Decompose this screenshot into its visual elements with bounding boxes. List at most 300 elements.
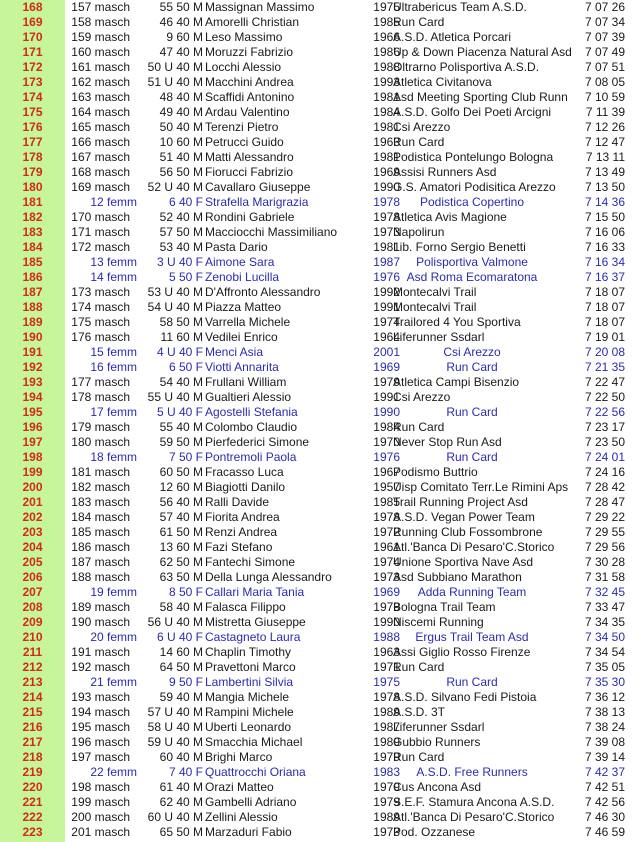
position-cell: 181 (22, 195, 43, 209)
finish-time-cell: 7 14 36 (584, 195, 625, 209)
athlete-name-cell: Colombo Claudio (205, 420, 298, 434)
gender-rank-cell: 171 masch (71, 225, 130, 239)
category-rank-cell: 50 U 40 M (147, 60, 203, 74)
finish-time-cell: 7 19 01 (584, 330, 625, 344)
athlete-name-cell: Ardau Valentino (205, 105, 290, 119)
result-row-male (0, 750, 644, 765)
team-cell: Run Card (393, 660, 445, 674)
category-rank-cell: 14 60 M (159, 645, 203, 659)
team-cell: Liferunner Ssdarl (393, 330, 485, 344)
birth-year-cell: 1975 (373, 675, 400, 689)
gender-rank-cell: 187 masch (71, 555, 130, 569)
team-cell: Oltrarno Polisportiva A.S.D. (393, 60, 540, 74)
position-cell: 221 (22, 795, 43, 809)
category-rank-cell: 62 40 M (159, 795, 203, 809)
result-row-female (0, 345, 644, 360)
category-rank-cell: 53 U 40 M (147, 285, 203, 299)
athlete-name-cell: Viotti Annarita (205, 360, 279, 374)
team-cell: Niscemi Running (393, 615, 484, 629)
athlete-name-cell: Uberti Leonardo (205, 720, 292, 734)
birth-year-cell: 2001 (373, 345, 400, 359)
athlete-name-cell: Gualtieri Alessio (205, 390, 292, 404)
athlete-name-cell: Agostelli Stefania (205, 405, 298, 419)
gender-rank-cell: 170 masch (71, 210, 130, 224)
finish-time-cell: 7 20 08 (584, 345, 625, 359)
team-cell: Montecalvi Trail (393, 285, 477, 299)
birth-year-cell: 1979 (373, 780, 400, 794)
finish-time-cell: 7 31 58 (584, 570, 625, 584)
result-row-male (0, 495, 644, 510)
finish-time-cell: 7 28 47 (584, 495, 625, 509)
finish-time-cell: 7 16 33 (584, 240, 625, 254)
result-row-male (0, 720, 644, 735)
finish-time-cell: 7 34 35 (584, 615, 625, 629)
gender-rank-cell: 163 masch (71, 90, 130, 104)
athlete-name-cell: Falasca Filippo (205, 600, 286, 614)
category-rank-cell: 51 U 40 M (147, 75, 203, 89)
team-cell: A.S.D. 3T (393, 705, 446, 719)
athlete-name-cell: Cavallaro Giuseppe (205, 180, 311, 194)
gender-rank-cell: 22 femm (90, 765, 137, 779)
athlete-name-cell: Fazi Stefano (205, 540, 273, 554)
team-cell: Podistica Copertino (419, 195, 525, 209)
result-row-female (0, 585, 644, 600)
category-rank-cell: 61 40 M (159, 780, 203, 794)
result-row-male (0, 645, 644, 660)
gender-rank-cell: 195 masch (71, 720, 130, 734)
category-rank-cell: 4 U 40 F (156, 345, 203, 359)
team-cell: Run Card (393, 750, 445, 764)
team-cell: Bologna Trail Team (393, 600, 496, 614)
team-cell: Adda Running Team (417, 585, 527, 599)
birth-year-cell: 1988 (373, 60, 400, 74)
finish-time-cell: 7 13 50 (584, 180, 625, 194)
result-row-male (0, 375, 644, 390)
category-rank-cell: 53 40 M (159, 240, 203, 254)
team-cell: Uisp Comitato Terr.Le Rimini Aps (393, 480, 569, 494)
gender-rank-cell: 167 masch (71, 150, 130, 164)
finish-time-cell: 7 35 30 (584, 675, 625, 689)
team-cell: Podistica Pontelungo Bologna (393, 150, 554, 164)
result-row-male (0, 480, 644, 495)
gender-rank-cell: 178 masch (71, 390, 130, 404)
athlete-name-cell: Petrucci Guido (205, 135, 284, 149)
position-cell: 177 (22, 135, 43, 149)
position-cell: 175 (22, 105, 43, 119)
team-cell: Run Card (393, 135, 445, 149)
finish-time-cell: 7 23 17 (584, 420, 625, 434)
birth-year-cell: 1978 (373, 195, 400, 209)
result-row-male (0, 810, 644, 825)
athlete-name-cell: Matti Alessandro (205, 150, 294, 164)
category-rank-cell: 9 50 F (168, 675, 203, 689)
gender-rank-cell: 190 masch (71, 615, 130, 629)
gender-rank-cell: 160 masch (71, 45, 130, 59)
gender-rank-cell: 164 masch (71, 105, 130, 119)
gender-rank-cell: 199 masch (71, 795, 130, 809)
position-cell: 202 (22, 510, 43, 524)
athlete-name-cell: Orazi Matteo (205, 780, 274, 794)
result-row-male (0, 690, 644, 705)
finish-time-cell: 7 08 05 (584, 75, 625, 89)
team-cell: Csi Arezzo (443, 345, 501, 359)
team-cell: Asd Meeting Sporting Club Runn (393, 90, 568, 104)
gender-rank-cell: 192 masch (71, 660, 130, 674)
gender-rank-cell: 176 masch (71, 330, 130, 344)
gender-rank-cell: 201 masch (71, 825, 130, 839)
finish-time-cell: 7 16 37 (584, 270, 625, 284)
athlete-name-cell: Strafella Marigrazia (205, 195, 309, 209)
category-rank-cell: 7 40 F (168, 765, 203, 779)
birth-year-cell: 1963 (373, 135, 400, 149)
result-row-male (0, 525, 644, 540)
birth-year-cell: 1966 (373, 30, 400, 44)
category-rank-cell: 52 40 M (159, 210, 203, 224)
team-cell: Running Club Fossombrone (393, 525, 543, 539)
birth-year-cell: 1992 (373, 285, 400, 299)
gender-rank-cell: 20 femm (90, 630, 137, 644)
result-row-male (0, 15, 644, 30)
result-row-male (0, 150, 644, 165)
position-cell: 196 (22, 420, 43, 434)
category-rank-cell: 60 40 M (159, 750, 203, 764)
birth-year-cell: 1976 (373, 270, 400, 284)
gender-rank-cell: 18 femm (90, 450, 137, 464)
category-rank-cell: 59 U 40 M (147, 735, 203, 749)
finish-time-cell: 7 30 28 (584, 555, 625, 569)
birth-year-cell: 1975 (373, 0, 400, 14)
athlete-name-cell: Macciocchi Massimiliano (205, 225, 338, 239)
finish-time-cell: 7 13 11 (585, 150, 625, 164)
finish-time-cell: 7 15 50 (584, 210, 625, 224)
finish-time-cell: 7 32 45 (584, 585, 625, 599)
gender-rank-cell: 157 masch (71, 0, 130, 14)
result-row-male (0, 0, 644, 15)
result-row-male (0, 75, 644, 90)
result-row-female (0, 450, 644, 465)
gender-rank-cell: 197 masch (71, 750, 130, 764)
gender-rank-cell: 188 masch (71, 570, 130, 584)
gender-rank-cell: 13 femm (90, 255, 137, 269)
finish-time-cell: 7 46 30 (584, 810, 625, 824)
category-rank-cell: 59 50 M (159, 435, 203, 449)
gender-rank-cell: 173 masch (71, 285, 130, 299)
team-cell: Atletica Civitanova (393, 75, 492, 89)
birth-year-cell: 1988 (373, 630, 400, 644)
team-cell: Assisi Runners Asd (393, 165, 497, 179)
team-cell: Atletica Avis Magione (393, 210, 507, 224)
gender-rank-cell: 179 masch (71, 420, 130, 434)
category-rank-cell: 65 50 M (159, 825, 203, 839)
birth-year-cell: 1978 (373, 210, 400, 224)
category-rank-cell: 3 U 40 F (156, 255, 203, 269)
result-row-male (0, 705, 644, 720)
category-rank-cell: 60 50 M (159, 465, 203, 479)
athlete-name-cell: Fiorucci Fabrizio (205, 165, 294, 179)
gender-rank-cell: 193 masch (71, 690, 130, 704)
finish-time-cell: 7 16 06 (584, 225, 625, 239)
position-cell: 203 (22, 525, 43, 539)
birth-year-cell: 1969 (373, 165, 400, 179)
category-rank-cell: 13 60 M (159, 540, 203, 554)
result-row-male (0, 225, 644, 240)
team-cell: Atl.'Banca Di Pesaro'C.Storico (393, 810, 555, 824)
birth-year-cell: 1993 (373, 75, 400, 89)
birth-year-cell: 1974 (373, 315, 400, 329)
position-cell: 222 (22, 810, 43, 824)
athlete-name-cell: Pravettoni Marco (205, 660, 296, 674)
category-rank-cell: 6 50 F (168, 360, 203, 374)
birth-year-cell: 1967 (373, 465, 400, 479)
gender-rank-cell: 172 masch (71, 240, 130, 254)
team-cell: Asd Subbiano Marathon (393, 570, 522, 584)
athlete-name-cell: Macchini Andrea (205, 75, 294, 89)
result-row-male (0, 180, 644, 195)
athlete-name-cell: Pierfederici Simone (205, 435, 310, 449)
team-cell: Gubbio Runners (393, 735, 481, 749)
team-cell: Unione Sportiva Nave Asd (393, 555, 534, 569)
result-row-male (0, 735, 644, 750)
finish-time-cell: 7 13 49 (584, 165, 625, 179)
category-rank-cell: 60 U 40 M (147, 810, 203, 824)
finish-time-cell: 7 07 39 (584, 30, 625, 44)
finish-time-cell: 7 46 59 (584, 825, 625, 839)
result-row-male (0, 330, 644, 345)
athlete-name-cell: Mangia Michele (205, 690, 290, 704)
athlete-name-cell: Castagneto Laura (205, 630, 301, 644)
result-row-female (0, 405, 644, 420)
position-cell: 182 (22, 210, 43, 224)
birth-year-cell: 1989 (373, 735, 400, 749)
finish-time-cell: 7 39 08 (584, 735, 625, 749)
position-cell: 193 (22, 375, 43, 389)
finish-time-cell: 7 18 07 (584, 285, 625, 299)
birth-year-cell: 1963 (373, 645, 400, 659)
finish-time-cell: 7 38 13 (584, 705, 625, 719)
birth-year-cell: 1987 (373, 720, 400, 734)
result-row-male (0, 45, 644, 60)
athlete-name-cell: Fantechi Simone (205, 555, 296, 569)
position-cell: 173 (22, 75, 43, 89)
position-cell: 187 (22, 285, 43, 299)
category-rank-cell: 57 40 M (159, 510, 203, 524)
team-cell: Csi Arezzo (393, 390, 451, 404)
athlete-name-cell: Aimone Sara (205, 255, 275, 269)
birth-year-cell: 1969 (373, 585, 400, 599)
team-cell: Trail Running Project Asd (393, 495, 528, 509)
birth-year-cell: 1979 (373, 750, 400, 764)
category-rank-cell: 59 40 M (159, 690, 203, 704)
category-rank-cell: 6 U 40 F (156, 630, 203, 644)
team-cell: A.S.D. Atletica Porcari (393, 30, 512, 44)
position-cell: 199 (22, 465, 43, 479)
birth-year-cell: 1969 (373, 360, 400, 374)
team-cell: G.S. Amatori Podisitica Arezzo (393, 180, 556, 194)
athlete-name-cell: Frullani William (205, 375, 287, 389)
result-row-male (0, 435, 644, 450)
finish-time-cell: 7 07 51 (584, 60, 625, 74)
position-cell: 197 (22, 435, 43, 449)
category-rank-cell: 46 40 M (159, 15, 203, 29)
position-cell: 220 (22, 780, 43, 794)
gender-rank-cell: 183 masch (71, 495, 130, 509)
gender-rank-cell: 162 masch (71, 75, 130, 89)
birth-year-cell: 1971 (373, 660, 400, 674)
position-cell: 178 (22, 150, 43, 164)
team-cell: Asd Roma Ecomaratona (406, 270, 538, 284)
birth-year-cell: 1991 (373, 300, 400, 314)
team-cell: Ergus Trail Team Asd (415, 630, 529, 644)
position-cell: 217 (22, 735, 43, 749)
team-cell: Run Card (393, 15, 445, 29)
finish-time-cell: 7 07 34 (584, 15, 625, 29)
position-cell: 219 (22, 765, 43, 779)
gender-rank-cell: 200 masch (71, 810, 130, 824)
result-row-female (0, 360, 644, 375)
athlete-name-cell: Massignan Massimo (205, 0, 315, 14)
finish-time-cell: 7 18 07 (584, 315, 625, 329)
position-cell: 218 (22, 750, 43, 764)
result-row-female (0, 255, 644, 270)
finish-time-cell: 7 29 56 (584, 540, 625, 554)
result-row-female (0, 270, 644, 285)
athlete-name-cell: Zenobi Lucilla (205, 270, 280, 284)
birth-year-cell: 1974 (373, 555, 400, 569)
position-cell: 214 (22, 690, 43, 704)
position-cell: 204 (22, 540, 43, 554)
position-cell: 212 (22, 660, 43, 674)
category-rank-cell: 58 40 M (159, 600, 203, 614)
gender-rank-cell: 180 masch (71, 435, 130, 449)
team-cell: Atletica Campi Bisenzio (393, 375, 520, 389)
result-row-male (0, 465, 644, 480)
finish-time-cell: 7 38 24 (584, 720, 625, 734)
athlete-name-cell: Mistretta Giuseppe (205, 615, 306, 629)
result-row-male (0, 795, 644, 810)
finish-time-cell: 7 35 05 (584, 660, 625, 674)
category-rank-cell: 55 50 M (159, 0, 203, 14)
finish-time-cell: 7 36 12 (584, 690, 625, 704)
position-cell: 191 (22, 345, 43, 359)
birth-year-cell: 1972 (373, 525, 400, 539)
category-rank-cell: 54 U 40 M (147, 300, 203, 314)
athlete-name-cell: Moruzzi Fabrizio (205, 45, 294, 59)
birth-year-cell: 1981 (373, 240, 400, 254)
finish-time-cell: 7 24 01 (584, 450, 625, 464)
birth-year-cell: 1973 (373, 825, 400, 839)
athlete-name-cell: Lambertini Silvia (205, 675, 294, 689)
position-cell: 184 (22, 240, 43, 254)
athlete-name-cell: Varrella Michele (205, 315, 291, 329)
category-rank-cell: 5 50 F (168, 270, 203, 284)
position-cell: 209 (22, 615, 43, 629)
finish-time-cell: 7 34 54 (584, 645, 625, 659)
birth-year-cell: 1991 (373, 390, 400, 404)
finish-time-cell: 7 33 47 (584, 600, 625, 614)
birth-year-cell: 1986 (373, 45, 400, 59)
birth-year-cell: 1990 (373, 180, 400, 194)
finish-time-cell: 7 24 16 (584, 465, 625, 479)
gender-rank-cell: 16 femm (90, 360, 137, 374)
finish-time-cell: 7 16 34 (584, 255, 625, 269)
birth-year-cell: 1978 (373, 510, 400, 524)
category-rank-cell: 7 50 F (168, 450, 203, 464)
gender-rank-cell: 184 masch (71, 510, 130, 524)
birth-year-cell: 1979 (373, 375, 400, 389)
gender-rank-cell: 175 masch (71, 315, 130, 329)
athlete-name-cell: Smacchia Michael (205, 735, 303, 749)
team-cell: S.E.F. Stamura Ancona A.S.D. (393, 795, 555, 809)
position-cell: 208 (22, 600, 43, 614)
gender-rank-cell: 185 masch (71, 525, 130, 539)
team-cell: Lib. Forno Sergio Benetti (393, 240, 526, 254)
team-cell: Trailored 4 You Sportiva (393, 315, 521, 329)
gender-rank-cell: 169 masch (71, 180, 130, 194)
athlete-name-cell: Zellini Alessio (205, 810, 278, 824)
birth-year-cell: 1981 (373, 150, 400, 164)
gender-rank-cell: 166 masch (71, 135, 130, 149)
position-cell: 180 (22, 180, 43, 194)
result-row-male (0, 135, 644, 150)
position-cell: 205 (22, 555, 43, 569)
category-rank-cell: 9 60 M (166, 30, 203, 44)
finish-time-cell: 7 07 49 (584, 45, 625, 59)
gender-rank-cell: 15 femm (90, 345, 137, 359)
position-cell: 215 (22, 705, 43, 719)
team-cell: Run Card (446, 360, 498, 374)
category-rank-cell: 62 50 M (159, 555, 203, 569)
category-rank-cell: 55 40 M (159, 420, 203, 434)
team-cell: A.S.D. Vegan Power Team (393, 510, 535, 524)
result-row-male (0, 600, 644, 615)
finish-time-cell: 7 21 35 (584, 360, 625, 374)
gender-rank-cell: 161 masch (71, 60, 130, 74)
gender-rank-cell: 182 masch (71, 480, 130, 494)
gender-rank-cell: 168 masch (71, 165, 130, 179)
result-row-male (0, 510, 644, 525)
birth-year-cell: 1957 (373, 480, 400, 494)
birth-year-cell: 1979 (373, 795, 400, 809)
gender-rank-cell: 181 masch (71, 465, 130, 479)
position-cell: 171 (22, 45, 43, 59)
team-cell: Run Card (446, 675, 498, 689)
position-cell: 176 (22, 120, 43, 134)
team-cell: Liferunner Ssdarl (393, 720, 485, 734)
position-cell: 168 (22, 0, 43, 14)
position-cell: 194 (22, 390, 43, 404)
athlete-name-cell: Gambelli Adriano (205, 795, 297, 809)
gender-rank-cell: 19 femm (90, 585, 137, 599)
gender-rank-cell: 159 masch (71, 30, 130, 44)
gender-rank-cell: 186 masch (71, 540, 130, 554)
athlete-name-cell: Callari Maria Tania (205, 585, 305, 599)
birth-year-cell: 1987 (373, 255, 400, 269)
result-row-male (0, 105, 644, 120)
birth-year-cell: 1973 (373, 225, 400, 239)
result-row-male (0, 780, 644, 795)
gender-rank-cell: 177 masch (71, 375, 130, 389)
team-cell: A.S.D. Golfo Dei Poeti Arcigni (393, 105, 552, 119)
result-row-female (0, 630, 644, 645)
birth-year-cell: 1989 (373, 810, 400, 824)
athlete-name-cell: Pontremoli Paola (205, 450, 297, 464)
gender-rank-cell: 12 femm (90, 195, 137, 209)
athlete-name-cell: Rondini Gabriele (205, 210, 295, 224)
category-rank-cell: 58 50 M (159, 315, 203, 329)
result-row-male (0, 120, 644, 135)
position-cell: 200 (22, 480, 43, 494)
result-row-male (0, 390, 644, 405)
